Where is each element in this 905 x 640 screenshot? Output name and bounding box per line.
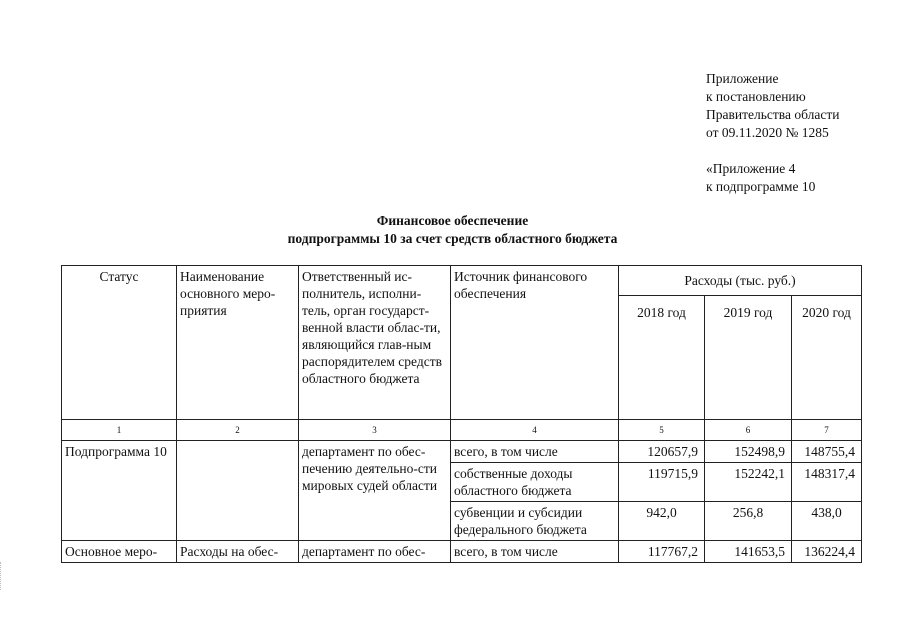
title-line-2: подпрограммы 10 за счет средств областного бюджета — [287, 231, 618, 246]
column-number: 4 — [451, 420, 619, 441]
row-name: Расходы на обес- — [177, 541, 299, 563]
appendix-line: от 09.11.2020 № 1285 — [706, 125, 829, 140]
appendix-line: Приложение — [706, 71, 779, 86]
value-2020: 438,0 — [792, 502, 862, 541]
value-2019: 152498,9 — [705, 441, 792, 463]
value-2018: 119715,9 — [619, 463, 705, 502]
column-number: 3 — [299, 420, 451, 441]
row-executor: департамент по обес- — [299, 541, 451, 563]
value-2018: 120657,9 — [619, 441, 705, 463]
value-2018: 942,0 — [619, 502, 705, 541]
row-source: субвенции и субсидии федерального бюджета — [451, 502, 619, 541]
appendix-line: к подпрограмме 10 — [706, 179, 816, 194]
value-2020: 148755,4 — [792, 441, 862, 463]
row-source: собственные доходы областного бюджета — [451, 463, 619, 502]
value-2019: 152242,1 — [705, 463, 792, 502]
column-number: 2 — [177, 420, 299, 441]
value-2020: 136224,4 — [792, 541, 862, 563]
document-title — [0, 212, 905, 248]
row-source: всего, в том числе — [451, 541, 619, 563]
row-status: Основное меро- — [62, 541, 177, 563]
column-number: 1 — [62, 420, 177, 441]
value-2018: 117767,2 — [619, 541, 705, 563]
value-2020: 148317,4 — [792, 463, 862, 502]
header-year-2019: 2019 год — [705, 296, 792, 420]
column-number: 6 — [705, 420, 792, 441]
column-number: 7 — [792, 420, 862, 441]
appendix-line: Правительства области — [706, 107, 840, 122]
page-edge-mark — [0, 562, 4, 590]
appendix-line: «Приложение 4 — [706, 161, 796, 176]
title-line-1: Финансовое обеспечение — [376, 213, 529, 228]
financing-table — [61, 265, 862, 563]
column-number: 5 — [619, 420, 705, 441]
row-name — [177, 441, 299, 541]
header-source: Источник финансового обеспечения — [451, 266, 619, 420]
row-status: Подпрограмма 10 — [62, 441, 177, 541]
value-2019: 141653,5 — [705, 541, 792, 563]
row-executor: департамент по обес-печению деятельно-сти мировых судей области — [299, 441, 451, 541]
header-year-2018: 2018 год — [619, 296, 705, 420]
header-executor: Ответственный ис-полнитель, исполни-тель, орган государст-венной власти облас-ти, являющийся глав-ным распорядителем средств областного бюджета — [299, 266, 451, 420]
header-status: Статус — [62, 266, 177, 420]
appendix-line: к постановлению — [706, 89, 806, 104]
header-year-2020: 2020 год — [792, 296, 862, 420]
value-2019: 256,8 — [705, 502, 792, 541]
appendix-block — [706, 70, 839, 196]
header-expenses: Расходы (тыс. руб.) — [619, 266, 862, 296]
row-source: всего, в том числе — [451, 441, 619, 463]
header-name: Наименование основного меро-приятия — [177, 266, 299, 420]
